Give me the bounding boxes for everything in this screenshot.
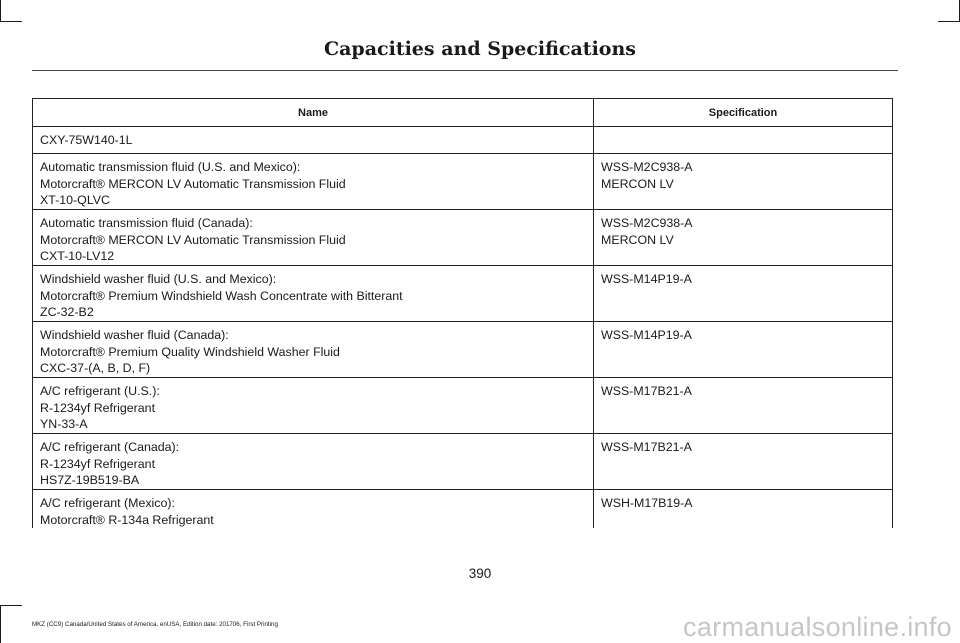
crop-mark bbox=[938, 21, 960, 22]
table-row bbox=[33, 210, 893, 266]
table-row bbox=[33, 434, 893, 490]
name-cell bbox=[33, 127, 594, 154]
crop-mark bbox=[0, 605, 22, 606]
specification-line: MERCON LV bbox=[601, 232, 674, 247]
name-cell bbox=[33, 490, 594, 529]
name-cell bbox=[33, 154, 594, 210]
name-line: R-1234yf Refrigerant bbox=[40, 400, 156, 415]
specification-line: WSH-M17B19-A bbox=[601, 496, 693, 510]
table-row bbox=[33, 378, 893, 434]
specification-cell bbox=[594, 322, 893, 378]
specification-cell bbox=[594, 434, 893, 490]
name-cell bbox=[33, 322, 594, 378]
name-line: Motorcraft® Premium Quality Windshield Washer Fluid bbox=[40, 344, 340, 359]
name-line: XT-10-QLVC bbox=[40, 193, 111, 207]
column-header-name: Name bbox=[33, 99, 594, 127]
table-row bbox=[33, 266, 893, 322]
specification-line: WSS-M14P19-A bbox=[601, 272, 692, 286]
table-row bbox=[33, 322, 893, 378]
specification-line: WSS-M17B21-A bbox=[601, 440, 692, 454]
table-row bbox=[33, 154, 893, 210]
name-cell bbox=[33, 210, 594, 266]
specification-cell bbox=[594, 154, 893, 210]
name-line: Windshield washer fluid (U.S. and Mexico): bbox=[40, 272, 277, 286]
specification-line: MERCON LV bbox=[601, 176, 674, 191]
specification-line: WSS-M2C938-A bbox=[601, 216, 693, 230]
name-line: CXT-10-LV12 bbox=[40, 249, 115, 263]
crop-mark bbox=[0, 605, 1, 643]
name-line: A/C refrigerant (U.S.): bbox=[40, 384, 160, 398]
name-cell bbox=[33, 378, 594, 434]
name-line: Motorcraft® Premium Windshield Wash Concentrate with Bitterant bbox=[40, 288, 403, 303]
crop-mark bbox=[0, 0, 1, 22]
specification-cell bbox=[594, 378, 893, 434]
table-header-row bbox=[33, 99, 893, 127]
page-title: Capacities and Specifications bbox=[324, 38, 636, 60]
footer-edition-info: MKZ (CC9) Canada/United States of America, enUSA, Edition date: 201706, First Printing bbox=[32, 621, 278, 628]
name-line: A/C refrigerant (Mexico): bbox=[40, 496, 175, 510]
specification-line: WSS-M2C938-A bbox=[601, 160, 693, 174]
title-divider bbox=[32, 70, 898, 71]
crop-mark bbox=[0, 21, 22, 22]
name-line: Automatic transmission fluid (U.S. and Mexico): bbox=[40, 160, 301, 174]
page-number: 390 bbox=[468, 566, 492, 581]
name-line: ZC-32-B2 bbox=[40, 305, 94, 319]
table-row bbox=[33, 127, 893, 154]
specification-cell bbox=[594, 127, 893, 154]
specifications-table bbox=[32, 98, 893, 528]
name-line: CXC-37-(A, B, D, F) bbox=[40, 361, 151, 375]
name-line: Motorcraft® MERCON LV Automatic Transmission Fluid bbox=[40, 232, 346, 247]
name-line: Motorcraft® R-134a Refrigerant bbox=[40, 512, 214, 527]
specification-cell bbox=[594, 210, 893, 266]
name-line: YN-33-A bbox=[40, 417, 88, 431]
name-line: A/C refrigerant (Canada): bbox=[40, 440, 180, 454]
column-header-specification: Specification bbox=[594, 99, 893, 127]
name-line: Motorcraft® MERCON LV Automatic Transmission Fluid bbox=[40, 176, 346, 191]
name-line: HS7Z-19B519-BA bbox=[40, 473, 140, 487]
name-cell bbox=[33, 266, 594, 322]
name-line: Windshield washer fluid (Canada): bbox=[40, 328, 229, 342]
table-row bbox=[33, 490, 893, 529]
specification-cell bbox=[594, 266, 893, 322]
name-line: Automatic transmission fluid (Canada): bbox=[40, 216, 253, 230]
watermark-logo: carmanualsonline.info bbox=[683, 612, 952, 642]
name-line: R-1234yf Refrigerant bbox=[40, 456, 156, 471]
specification-line: WSS-M14P19-A bbox=[601, 328, 692, 342]
name-cell bbox=[33, 434, 594, 490]
specification-cell bbox=[594, 490, 893, 529]
specification-line: WSS-M17B21-A bbox=[601, 384, 692, 398]
name-line: CXY-75W140-1L bbox=[40, 133, 133, 147]
